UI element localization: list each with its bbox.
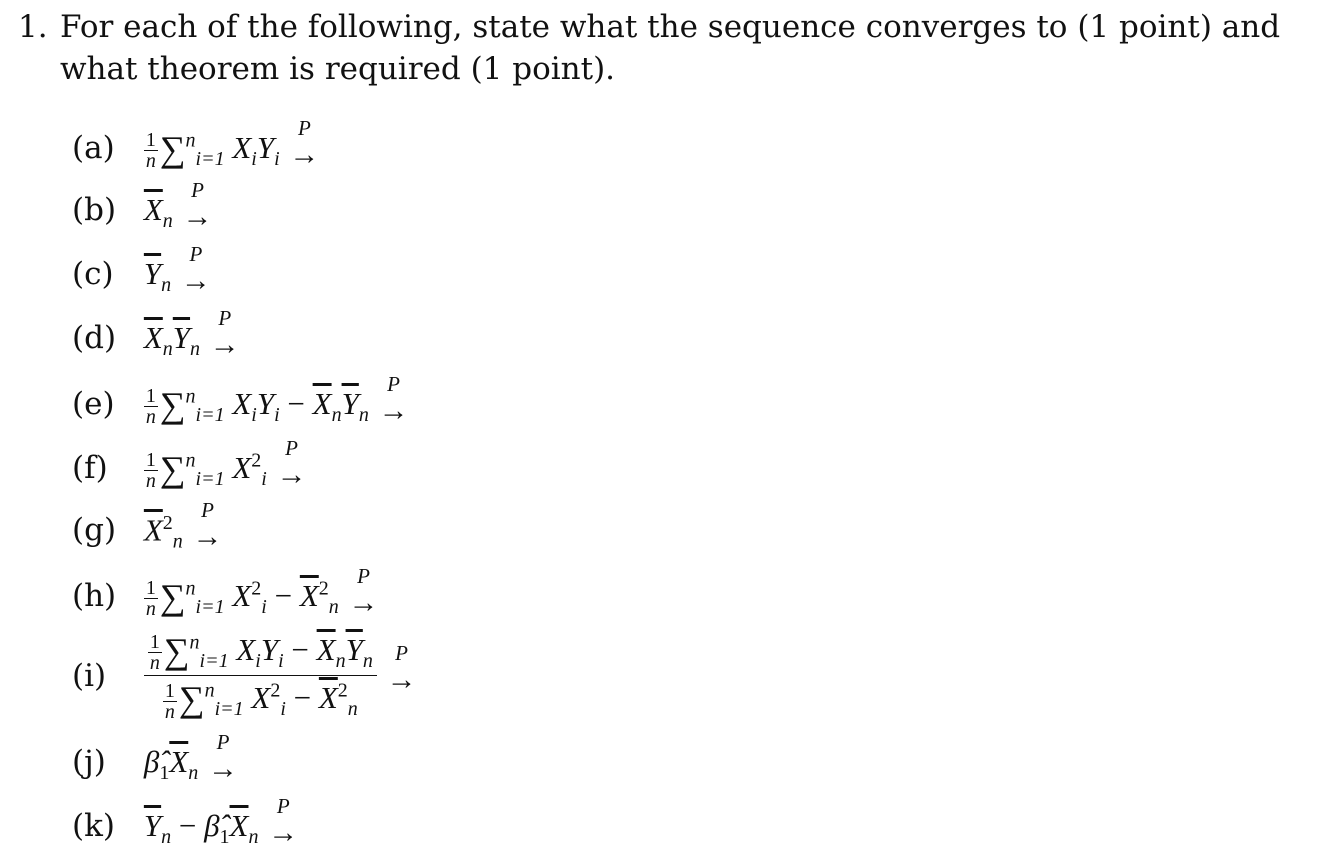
sub-question-g: [72, 498, 225, 556]
convergence-in-probability-arrow: P →: [182, 178, 213, 233]
sub-question-f: [72, 436, 309, 493]
sub-question-a: [72, 116, 321, 173]
convergence-in-probability-arrow: P →: [209, 306, 240, 361]
convergence-in-probability-arrow: P →: [208, 730, 238, 785]
item-label: (e): [72, 386, 115, 422]
item-label: (b): [72, 192, 117, 228]
item-label: (a): [72, 130, 115, 166]
sub-question-j: [72, 730, 240, 788]
sub-question-d: [72, 306, 242, 364]
item-label: (k): [72, 808, 115, 844]
convergence-in-probability-arrow: P →: [192, 498, 223, 554]
sub-question-h: [72, 564, 381, 621]
question-stem: For each of the following, state what the sequence converges to (1 point) and what theorem is required (1 point).: [60, 9, 1281, 87]
item-expression: $\frac{1}{n}$ ∑$^n_{i=1}$ $X^2_i$ P →: [145, 436, 307, 493]
sub-question-i: [72, 630, 419, 726]
item-label: (h): [72, 578, 117, 614]
item-label: (j): [72, 744, 106, 780]
convergence-in-probability-arrow: P →: [289, 116, 320, 171]
convergence-in-probability-arrow: P →: [386, 641, 417, 696]
item-expression: $\overline{X}^2_n$ P →: [143, 498, 223, 554]
item-expression: $\overline{X}_n$ P →: [143, 178, 213, 233]
item-label: (g): [72, 512, 117, 549]
item-expression: $\frac{1}{n}$ ∑$^n_{i=1}$ $X_iY_i - \overline{X}_n\overline{Y}_n$ P →: [145, 372, 409, 429]
item-expression: $\frac{1}{n}$ ∑$^n_{i=1}$ $X_iY_i$ P →: [145, 116, 320, 173]
item-expression: $\overline{X}_n\overline{Y}_n$ P →: [143, 306, 240, 361]
item-expression: $\overline{Y}_n$ − $\betâ_1\overline{X}_n$ P →: [143, 794, 299, 849]
item-label: (i): [72, 657, 107, 694]
sub-question-e: [72, 372, 411, 429]
sub-question-k: [72, 794, 300, 852]
sub-question-c: [72, 242, 213, 300]
question-1: [18, 6, 1318, 90]
convergence-in-probability-arrow: P →: [276, 436, 307, 491]
convergence-in-probability-arrow: P →: [378, 372, 409, 427]
convergence-in-probability-arrow: P →: [348, 564, 379, 619]
item-expression: $\betâ_1\overline{X}_n$ P →: [143, 730, 238, 785]
convergence-in-probability-arrow: P →: [180, 242, 211, 297]
sub-question-b: [72, 178, 215, 236]
item-label: (d): [72, 320, 117, 356]
convergence-in-probability-arrow: P →: [268, 794, 299, 849]
question-number: 1.: [18, 9, 48, 45]
item-label: (f): [72, 450, 108, 486]
item-expression: $\frac{1}{n}$ ∑$^n_{i=1}$ $X_iY_i - \overline{X}_n\overline{Y}_n$ $\frac{1}{n}$ ∑$^n_{i=1}$ $X^2_i - \overline{X}^2_n$ P →: [144, 630, 419, 722]
item-label: (c): [72, 256, 114, 292]
item-expression: $\frac{1}{n}$ ∑$^n_{i=1}$ $X^2_i - \overline{X}^2_n$ P →: [145, 564, 379, 621]
item-expression: $\overline{Y}_n$ P →: [143, 242, 211, 297]
